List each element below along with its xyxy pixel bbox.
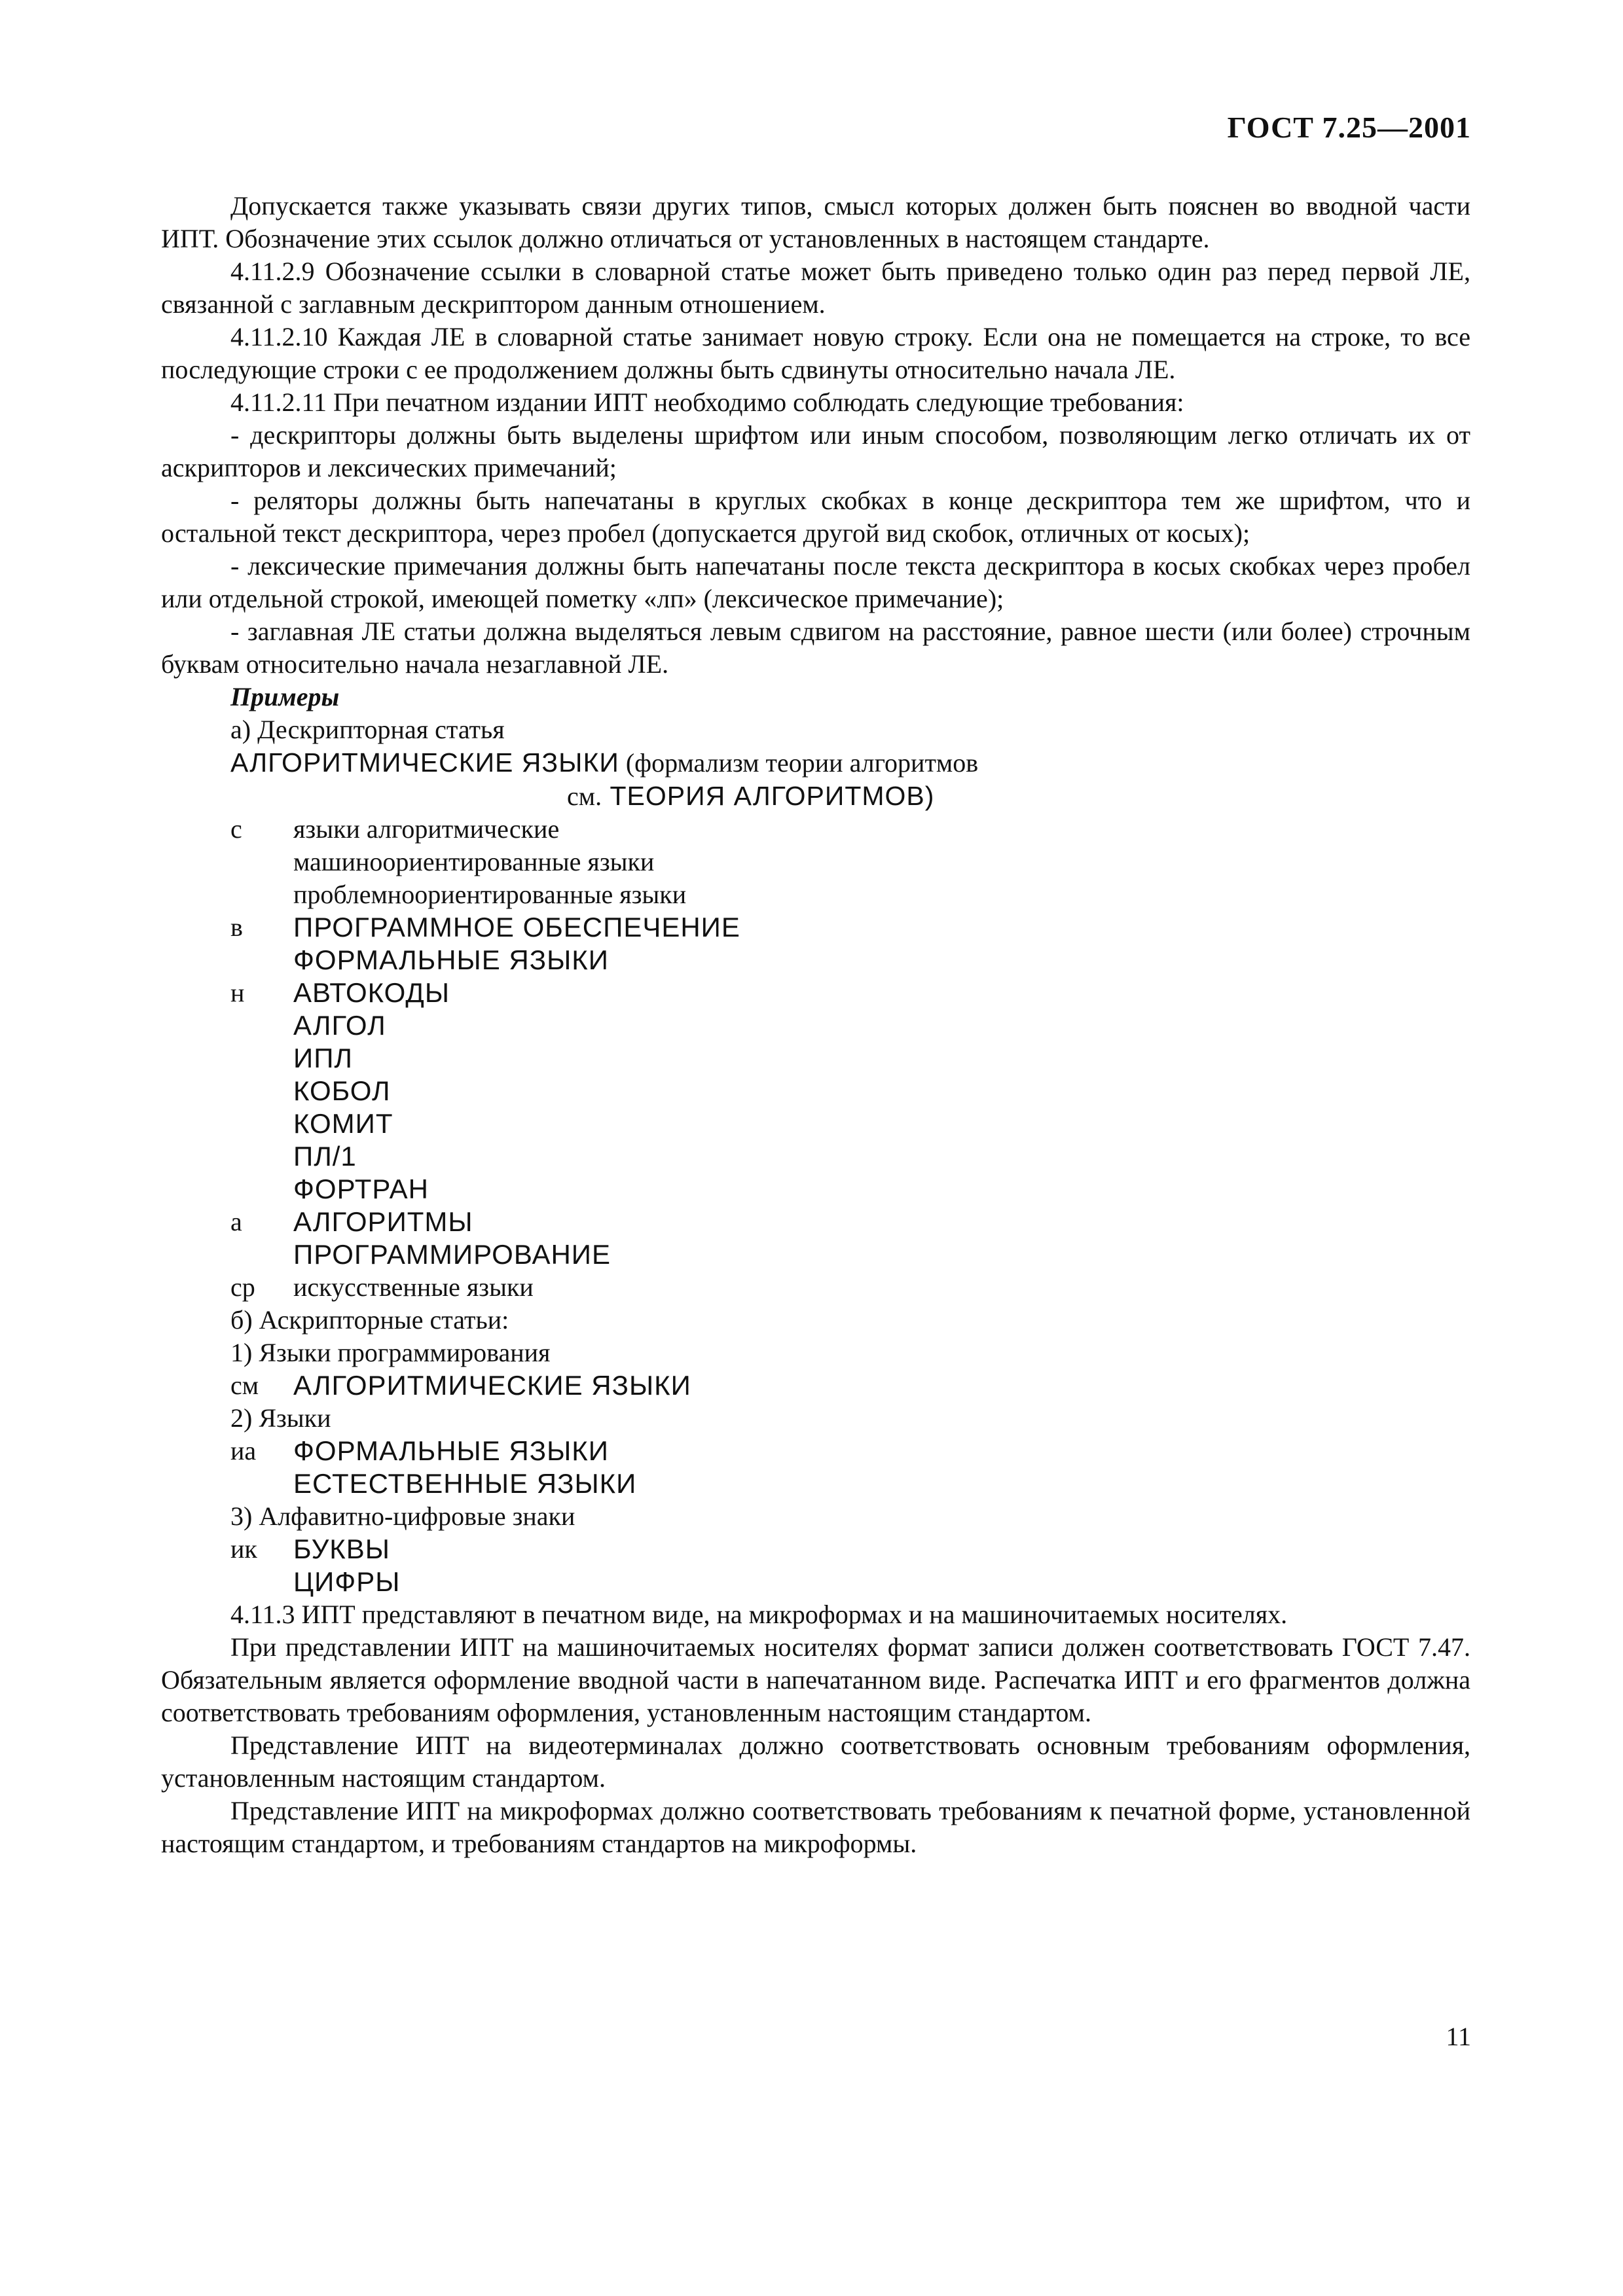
relation-mark: а (230, 1207, 242, 1236)
requirement-item: - лексические примечания должны быть напечатаны после текста дескриптора в косых скобках через пробел или отдельной строкой, имеющей пометку «лп» (лексическое примечание); (161, 551, 1470, 613)
document-header: ГОСТ 7.25—2001 (1227, 111, 1471, 144)
paragraph: При представлении ИПТ на машиночитаемых носителях формат записи должен соответствовать ГОСТ 7.47. Обязательным является оформление вводной части в напечатанном виде. Распечатка ИПТ и его фрагментов должна соответствовать требованиям оформления, установленным настоящим стандартом. (161, 1632, 1470, 1727)
requirement-item: - реляторы должны быть напечатаны в круглых скобках в конце дескриптора тем же шрифтом, что и остальной текст дескриптора, через пробел (допускается другой вид скобок, отличных от косых); (161, 486, 1470, 548)
list-item: ФОРМАЛЬНЫЕ ЯЗЫКИ (293, 1435, 609, 1466)
paragraph: Представление ИПТ на видеотерминалах должно соответствовать основным требованиям оформления, установленным настоящим стандартом. (161, 1731, 1470, 1793)
relation-mark: н (230, 978, 245, 1007)
example-a-label: а) Дескрипторная статья (230, 715, 505, 744)
see-reference-line (161, 780, 1470, 813)
relation-mark: см (230, 1371, 259, 1400)
list-item: КОМИТ (293, 1108, 393, 1139)
clause-4-11-2-9: 4.11.2.9 Обозначение ссылки в словарной статье может быть приведено только один раз перед первой ЛЕ, связанной с заглавным дескриптором данным отношением. (161, 257, 1470, 319)
list-item: ИПЛ (293, 1043, 353, 1073)
list-item: ФОРМАЛЬНЫЕ ЯЗЫКИ (293, 944, 609, 975)
example-b1-label: 1) Языки программирования (230, 1338, 551, 1367)
list-item: машиноориентированные языки (293, 847, 655, 876)
relation-group-s (161, 813, 1470, 911)
example-b-label: б) Аскрипторные статьи: (230, 1305, 509, 1335)
list-item: АЛГОРИТМЫ (293, 1206, 473, 1237)
relation-group-ik (161, 1533, 1470, 1598)
main-descriptor-line (161, 746, 1470, 780)
list-item: ПЛ/1 (293, 1141, 357, 1172)
list-item: ЦИФРЫ (293, 1566, 401, 1597)
requirement-item: - дескрипторы должны быть выделены шрифтом или иным способом, позволяющим легко отличать их от аскрипторов и лексических примечаний; (161, 420, 1470, 482)
list-item: искусственные языки (293, 1272, 534, 1302)
relation-mark: в (230, 912, 243, 942)
relation-mark: с (230, 814, 242, 844)
relation-group-ia (161, 1435, 1470, 1500)
list-item: проблемноориентированные языки (293, 880, 687, 909)
relation-group-n (161, 977, 1470, 1206)
see-target: ТЕОРИЯ АЛГОРИТМОВ) (602, 781, 935, 811)
example-b3-label: 3) Алфавитно-цифровые знаки (230, 1501, 575, 1531)
list-item: АВТОКОДЫ (293, 977, 450, 1008)
list-item: ЕСТЕСТВЕННЫЕ ЯЗЫКИ (293, 1468, 637, 1499)
relation-mark: ик (230, 1534, 257, 1564)
main-descriptor-note: (формализм теории алгоритмов (619, 748, 979, 778)
relation-mark: ср (230, 1272, 255, 1302)
relation-group-v (161, 911, 1470, 977)
paragraph: Допускается также указывать связи других типов, смысл которых должен быть пояснен во вводной части ИПТ. Обозначение этих ссылок должно отличаться от установленных в настоящем стандарте. (161, 191, 1470, 253)
see-prefix: см. (567, 781, 602, 811)
relation-group-sm (161, 1369, 1470, 1402)
list-item: ПРОГРАММИРОВАНИЕ (293, 1239, 611, 1270)
examples-title: Примеры (230, 682, 340, 711)
list-item: КОБОЛ (293, 1075, 391, 1106)
list-item: АЛГОРИТМИЧЕСКИЕ ЯЗЫКИ (293, 1370, 691, 1401)
clause-4-11-3: 4.11.3 ИПТ представляют в печатном виде, на микроформах и на машиночитаемых носителях. (230, 1600, 1288, 1629)
relation-mark: иа (230, 1436, 257, 1465)
relation-group-sr (161, 1271, 1470, 1304)
example-b2-label: 2) Языки (230, 1403, 331, 1433)
main-descriptor: АЛГОРИТМИЧЕСКИЕ ЯЗЫКИ (230, 747, 619, 778)
page-number: 11 (1446, 2022, 1471, 2051)
requirement-item: - заглавная ЛЕ статьи должна выделяться левым сдвигом на расстояние, равное шести (или более) строчным буквам относительно начала незаглавной ЛЕ. (161, 617, 1470, 679)
clause-4-11-2-11: 4.11.2.11 При печатном издании ИПТ необходимо соблюдать следующие требования: (230, 387, 1184, 417)
document-body (161, 190, 1470, 1860)
list-item: АЛГОЛ (293, 1010, 386, 1041)
list-item: БУКВЫ (293, 1534, 390, 1564)
list-item: ПРОГРАММНОЕ ОБЕСПЕЧЕНИЕ (293, 912, 740, 942)
relation-group-a (161, 1206, 1470, 1271)
list-item: ФОРТРАН (293, 1174, 429, 1204)
clause-4-11-2-10: 4.11.2.10 Каждая ЛЕ в словарной статье занимает новую строку. Если она не помещается на строке, то все последующие строки с ее продолжением должны быть сдвинуты относительно начала ЛЕ. (161, 322, 1470, 384)
list-item: языки алгоритмические (293, 814, 560, 844)
paragraph: Представление ИПТ на микроформах должно соответствовать требованиям к печатной форме, установленной настоящим стандартом, и требованиям стандартов на микроформы. (161, 1796, 1470, 1858)
